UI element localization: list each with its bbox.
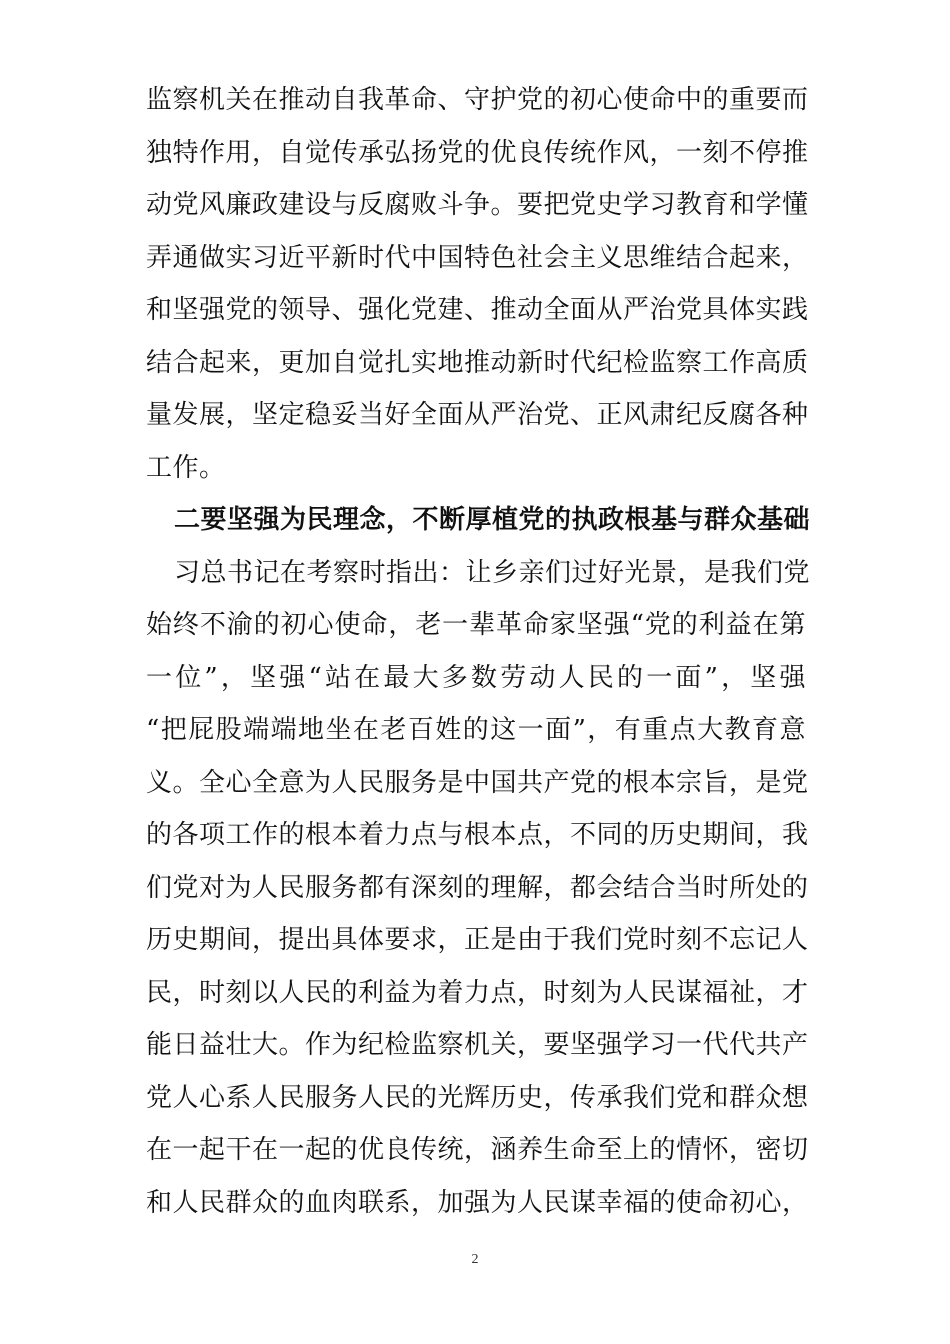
text-line: 和坚强党的领导、强化党建、推动全面从严治党具体实践 — [146, 295, 809, 325]
text-line: 弄通做实习近平新时代中国特色社会主义思维结合起来， — [146, 242, 809, 273]
text-line: 民，时刻以人民的利益为着力点，时刻为人民谋福祉，才 — [146, 977, 809, 1008]
text-line: 始终不渝的初心使命，老一辈革命家坚强“党的利益在第 — [146, 610, 806, 640]
text-line: 和人民群众的血肉联系，加强为人民谋幸福的使命初心， — [146, 1187, 809, 1218]
section-heading: 二要坚强为民理念，不断厚植党的执政根基与群众基础 — [174, 505, 811, 535]
text-line: 党人心系人民服务人民的光辉历史，传承我们党和群众想 — [146, 1082, 809, 1113]
text-line: 独特作用，自觉传承弘扬党的优良传统作风，一刻不停推 — [146, 137, 809, 168]
text-line: 义。全心全意为人民服务是中国共产党的根本宗旨，是党 — [146, 767, 809, 798]
text-line: 历史期间，提出具体要求，正是由于我们党时刻不忘记人 — [146, 925, 809, 955]
text-line: 们党对为人民服务都有深刻的理解，都会结合当时所处的 — [146, 872, 809, 903]
text-line: 一位”，坚强“站在最大多数劳动人民的一面”，坚强 — [146, 662, 806, 693]
paragraph-first-line: 习总书记在考察时指出：让乡亲们过好光景，是我们党 — [174, 557, 811, 588]
text-line: 结合起来，更加自觉扎实地推动新时代纪检监察工作高质 — [146, 347, 809, 378]
text-line: 动党风廉政建设与反腐败斗争。要把党史学习教育和学懂 — [146, 190, 809, 220]
text-line: 的各项工作的根本着力点与根本点，不同的历史期间，我 — [146, 820, 809, 850]
text-line: 在一起干在一起的优良传统，涵养生命至上的情怀，密切 — [146, 1135, 809, 1165]
text-line: 量发展，坚定稳妥当好全面从严治党、正风肃纪反腐各种 — [146, 400, 809, 430]
text-line: 能日益壮大。作为纪检监察机关，要坚强学习一代代共产 — [146, 1030, 809, 1060]
text-line: 工作。 — [146, 452, 226, 483]
text-line: 监察机关在推动自我革命、守护党的初心使命中的重要而 — [146, 85, 809, 115]
page-number: 2 — [471, 1252, 479, 1267]
text-line: “把屁股端端地坐在老百姓的这一面”，有重点大教育意 — [146, 715, 806, 745]
